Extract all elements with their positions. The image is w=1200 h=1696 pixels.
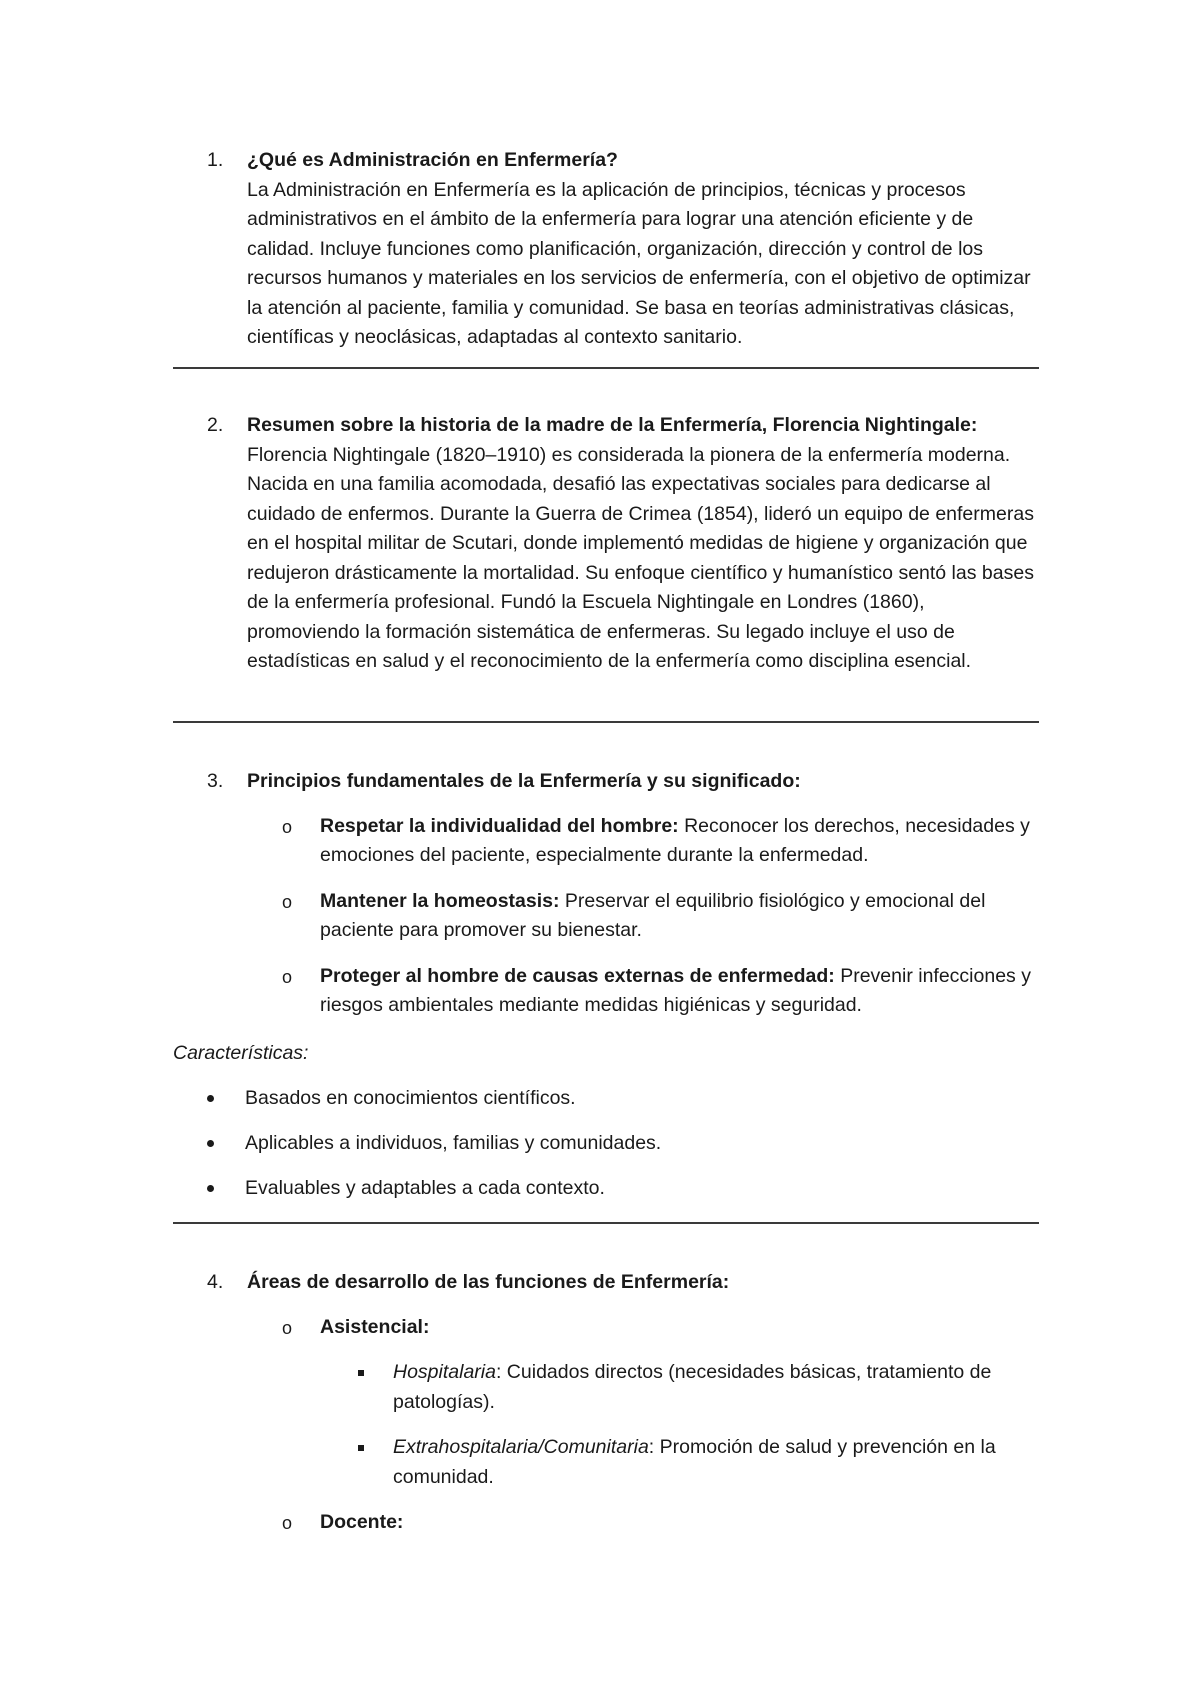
section-3	[175, 767, 1035, 1037]
principles-list	[175, 812, 1035, 1021]
circle-marker-icon: o	[282, 891, 293, 912]
section-1	[175, 146, 1035, 353]
bullet-icon	[207, 1095, 214, 1102]
square-bullet-icon	[358, 1445, 364, 1451]
area-subitem-term: Extrahospitalaria/Comunitaria	[393, 1436, 649, 1458]
characteristic-text: Evaluables y adaptables a cada contexto.	[245, 1176, 605, 1199]
divider-1	[173, 367, 1039, 369]
area-subitem-term: Hospitalaria	[393, 1361, 496, 1383]
area-subitem	[175, 1433, 1035, 1492]
square-bullet-icon	[358, 1370, 364, 1376]
section-4-heading	[175, 1268, 1035, 1298]
divider-2	[173, 721, 1039, 723]
circle-marker-icon: o	[282, 816, 293, 837]
principle-desc: Prevenir infecciones y riesgos ambientales mediante medidas higiénicas y seguridad.	[320, 964, 1031, 1016]
bullet-icon	[207, 1140, 214, 1147]
principle-item	[175, 812, 1035, 871]
area-subitem-desc: : Promoción de salud y prevención en la comunidad.	[393, 1436, 996, 1488]
section-2-title: Resumen sobre la historia de la madre de la Enfermería, Florencia Nightingale:	[247, 414, 978, 436]
section-2-number: 2.	[207, 414, 224, 436]
characteristic-text: Aplicables a individuos, familias y comunidades.	[245, 1131, 662, 1154]
section-1-body: La Administración en Enfermería es la aplicación de principios, técnicas y procesos administrativos en el ámbito de la enfermería para lograr una atención eficiente y de calidad. Incluye funciones como planificación, organización, dirección y control de los recursos humanos y materiales en los servicios de enfermería, con el objetivo de optimizar la atención al paciente, familia y comunidad. Se basa en teorías administrativas clásicas, científicas y neoclásicas, adaptadas al contexto sanitario.	[247, 178, 1031, 348]
section-1-title: ¿Qué es Administración en Enfermería?	[247, 149, 618, 171]
section-4-title: Áreas de desarrollo de las funciones de Enfermería:	[247, 1271, 730, 1293]
area-docente	[175, 1508, 1035, 1538]
divider-3	[173, 1222, 1039, 1224]
section-1-heading	[175, 146, 1035, 176]
section-2-heading	[175, 411, 1035, 441]
section-3-number: 3.	[207, 770, 224, 792]
principle-item	[175, 962, 1035, 1021]
section-2	[175, 411, 1035, 677]
bullet-icon	[207, 1185, 214, 1192]
section-4-number: 4.	[207, 1271, 224, 1293]
section-1-number: 1.	[207, 149, 224, 171]
section-2-body: Florencia Nightingale (1820–1910) es considerada la pionera de la enfermería moderna. Nacida en una familia acomodada, desafió las expectativas sociales para dedicarse al cuidado de enfermos. Durante la Guerra de Crimea (1854), lideró un equipo de enfermeras en el hospital militar de Scutari, donde implementó medidas de higiene y organización que redujeron drásticamente la mortalidad. Su enfoque científico y humanístico sentó las bases de la enfermería profesional. Fundó la Escuela Nightingale en Londres (1860), promoviendo la formación sistemática de enfermeras. Su legado incluye el uso de estadísticas en salud y el reconocimiento de la enfermería como disciplina esencial.	[247, 443, 1034, 672]
section-3-heading	[175, 767, 1035, 797]
principle-term: Proteger al hombre de causas externas de enfermedad:	[320, 964, 835, 987]
section-4	[175, 1268, 1035, 1554]
characteristics-list	[173, 1084, 1033, 1204]
circle-marker-icon: o	[282, 1317, 293, 1338]
circle-marker-icon: o	[282, 1513, 293, 1533]
characteristics-label: Características:	[173, 1042, 309, 1064]
characteristic-item	[173, 1129, 1033, 1159]
area-subitem-desc: : Cuidados directos (necesidades básicas, tratamiento de patologías).	[393, 1361, 992, 1413]
section-3-title: Principios fundamentales de la Enfermería y su significado:	[247, 770, 801, 792]
area-title: Asistencial:	[320, 1315, 430, 1338]
characteristic-item	[173, 1174, 1033, 1204]
area-title: Docente:	[320, 1511, 404, 1533]
characteristics-block	[173, 1039, 1033, 1219]
principle-term: Respetar la individualidad del hombre:	[320, 814, 679, 837]
area-asistencial	[175, 1313, 1035, 1343]
principle-item	[175, 887, 1035, 946]
principle-desc: Reconocer los derechos, necesidades y emociones del paciente, especialmente durante la enfermedad.	[320, 814, 1030, 866]
area-subitem	[175, 1358, 1035, 1417]
characteristic-text: Basados en conocimientos científicos.	[245, 1086, 576, 1109]
circle-marker-icon: o	[282, 966, 293, 987]
principle-term: Mantener la homeostasis:	[320, 889, 560, 912]
characteristic-item	[173, 1084, 1033, 1114]
principle-desc: Preservar el equilibrio fisiológico y emocional del paciente para promover su bienestar.	[320, 889, 986, 941]
